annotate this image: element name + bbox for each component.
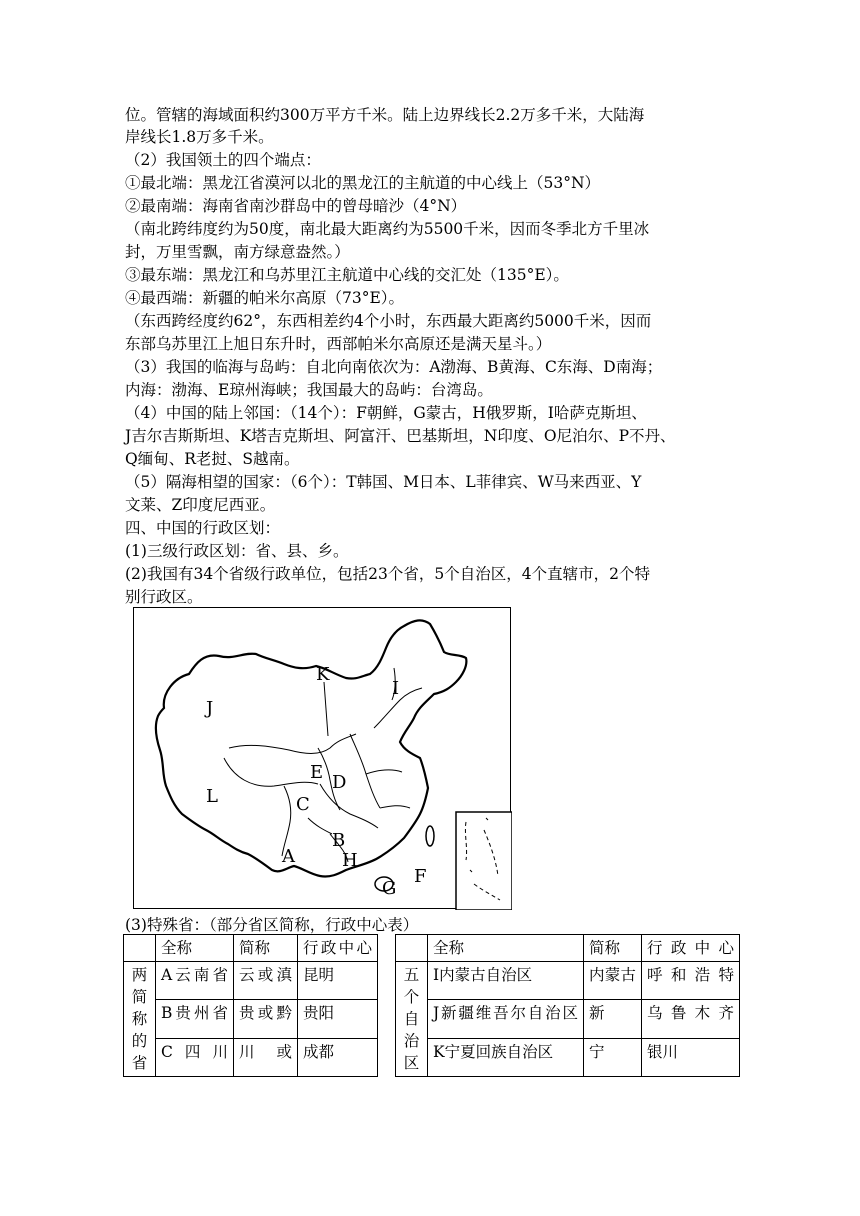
- paragraph-line: ①最北端：黑龙江省漠河以北的黑龙江的主航道的中心线上（53°N）: [125, 174, 601, 192]
- map-label-c: C: [296, 794, 310, 815]
- section-heading: （4）中国的陆上邻国：（14个）：F朝鲜，G蒙古，H俄罗斯，I哈萨克斯坦、: [125, 404, 647, 422]
- paragraph-line: ②最南端：海南省南沙群岛中的曾母暗沙（4°N）: [125, 197, 467, 215]
- paragraph-line: (2)我国有34个省级行政单位，包括23个省，5个自治区，4个直辖市，2个特: [125, 565, 650, 583]
- paragraph-line: 内海：渤海、E琼州海峡；我国最大的岛屿：台湾岛。: [125, 381, 493, 399]
- chapter-heading: 四、中国的行政区划：: [125, 519, 281, 537]
- table-cell: 成都: [298, 1038, 378, 1076]
- map-label-i: I: [392, 678, 400, 699]
- group-label-text: 两简称的省: [131, 966, 148, 1072]
- map-label-l: L: [206, 786, 218, 807]
- paragraph-line: ④最西端：新疆的帕米尔高原（73°E）。: [125, 289, 405, 307]
- table-cell: 云或滇: [234, 962, 298, 1000]
- map-label-e: E: [310, 762, 324, 783]
- table-cell: K宁夏回族自治区: [428, 1038, 584, 1076]
- table-cell: 川或: [234, 1038, 298, 1076]
- taiwan-island: [426, 826, 434, 846]
- table-gap-column: [378, 935, 396, 1077]
- table-corner-right: [396, 935, 428, 962]
- table-header-cell: 全称: [428, 935, 584, 962]
- table-cell: C四川: [156, 1038, 234, 1076]
- china-admin-map: [133, 607, 511, 909]
- table-row: [124, 1000, 740, 1038]
- paragraph-line: J吉尔吉斯斯坦、K塔吉克斯坦、阿富汗、巴基斯坦，N印度、O尼泊尔、P不丹、: [125, 427, 676, 445]
- table-cell: 银川: [642, 1038, 740, 1076]
- province-boundary: [229, 734, 356, 754]
- group-label-right: [396, 962, 428, 1077]
- china-map-drawing: [134, 608, 512, 910]
- map-label-d: D: [332, 772, 347, 793]
- section-heading: （3）我国的临海与岛屿：自北向南依次为：A渤海、B黄海、C东海、D南海；: [125, 358, 663, 376]
- table-caption: (3)特殊省：（部分省区简称，行政中心表）: [125, 916, 419, 934]
- map-label-a: A: [282, 846, 295, 867]
- map-label-g: G: [382, 878, 397, 899]
- paragraph-line: （南北跨纬度约为50度，南北最大距离约为5500千米，因而冬季北方千里冰: [125, 220, 650, 238]
- admin-center-table: [123, 934, 740, 1077]
- paragraph-line: (1)三级行政区划：省、县、乡。: [125, 542, 349, 560]
- table-header-cell: 简称: [234, 935, 298, 962]
- table-cell: 贵或黔: [234, 1000, 298, 1038]
- table-cell: 内蒙古: [584, 962, 642, 1000]
- map-label-h: H: [342, 850, 358, 871]
- table-cell: 新: [584, 1000, 642, 1038]
- table-cell: 乌鲁木齐: [642, 1000, 740, 1038]
- paragraph-line: 位。管辖的海域面积约300万平方千米。陆上边界线长2.2万多千米，大陆海: [125, 106, 645, 124]
- paragraph-line: 文莱、Z印度尼西亚。: [125, 496, 276, 514]
- group-label-text: 五个自治区: [403, 966, 420, 1072]
- section-heading: （2）我国领土的四个端点：: [125, 151, 321, 169]
- table-row: [124, 1038, 740, 1076]
- map-label-b: B: [332, 830, 346, 851]
- table-header-cell: 简称: [584, 935, 642, 962]
- province-boundary: [380, 806, 410, 808]
- china-outline: [156, 620, 467, 876]
- table-cell: 贵阳: [298, 1000, 378, 1038]
- map-label-f: F: [414, 866, 427, 887]
- paragraph-line: 封，万里雪飘，南方绿意盎然。）: [125, 243, 350, 261]
- paragraph-line: Q缅甸、R老挝、S越南。: [125, 450, 300, 468]
- table-header-cell: 行政中心: [298, 935, 378, 962]
- table-cell: 呼和浩特: [642, 962, 740, 1000]
- section-heading: （5）隔海相望的国家：（6个）：T韩国、M日本、L菲律宾、W马来西亚、Y: [125, 473, 642, 491]
- label-pointer-k: [324, 682, 328, 736]
- paragraph-line: 东部乌苏里江上旭日东升时，西部帕米尔高原还是满天星斗。）: [125, 335, 552, 353]
- paragraph-line: ③最东端：黑龙江和乌苏里江主航道中心线的交汇处（135°E）。: [125, 266, 569, 284]
- group-label-left: [124, 962, 156, 1077]
- table-cell: I内蒙古自治区: [428, 962, 584, 1000]
- table-header-row: [124, 935, 740, 962]
- province-boundary: [224, 758, 318, 786]
- map-label-k: K: [316, 664, 330, 685]
- table-cell: A云南省: [156, 962, 234, 1000]
- table-header-cell: 全称: [156, 935, 234, 962]
- table-cell: 宁: [584, 1038, 642, 1076]
- table-header-cell: 行政中心: [642, 935, 740, 962]
- province-boundary: [366, 770, 402, 774]
- table-cell: B贵州省: [156, 1000, 234, 1038]
- table-cell: 昆明: [298, 962, 378, 1000]
- paragraph-line: 别行政区。: [125, 588, 203, 606]
- south-china-sea-inset: [456, 812, 512, 910]
- province-boundary: [320, 784, 378, 828]
- province-boundary: [308, 818, 332, 834]
- table-corner-left: [124, 935, 156, 962]
- table-cell: J新疆维吾尔自治区: [428, 1000, 584, 1038]
- paragraph-line: 岸线长1.8万多千米。: [125, 128, 274, 146]
- paragraph-line: （东西跨经度约62°，东西相差约4个小时，东西最大距离约5000千米，因而: [125, 312, 652, 330]
- table-row: [124, 962, 740, 1000]
- map-label-j: J: [206, 698, 214, 719]
